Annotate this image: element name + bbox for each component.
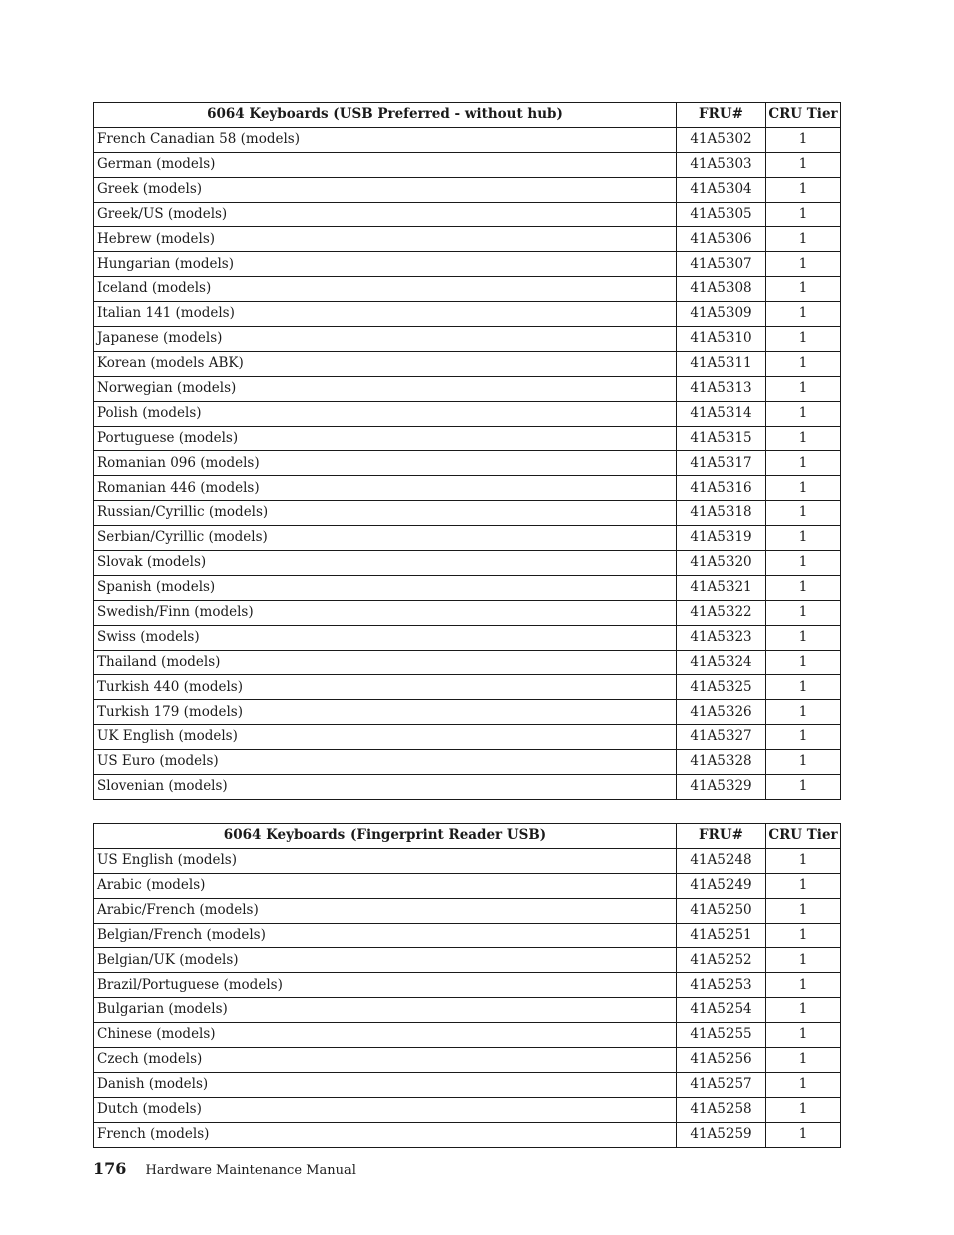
cell-description: Iceland (models) <box>94 277 677 302</box>
cell-fru-number: 41A5325 <box>677 675 766 700</box>
cell-cru-tier: 1 <box>766 750 841 775</box>
cell-fru-number: 41A5323 <box>677 625 766 650</box>
cell-fru-number: 41A5324 <box>677 650 766 675</box>
table-row <box>94 227 841 252</box>
cell-fru-number: 41A5309 <box>677 302 766 327</box>
cell-fru-number: 41A5318 <box>677 501 766 526</box>
table-row <box>94 1097 841 1122</box>
cell-fru-number: 41A5252 <box>677 948 766 973</box>
table-row <box>94 401 841 426</box>
cell-description: Belgian/French (models) <box>94 923 677 948</box>
cell-fru-number: 41A5319 <box>677 526 766 551</box>
table-row <box>94 948 841 973</box>
table-row <box>94 775 841 800</box>
fru-table-usb-preferred <box>93 102 841 800</box>
table-row <box>94 1122 841 1147</box>
table-row <box>94 650 841 675</box>
table-row <box>94 750 841 775</box>
column-header-description: 6064 Keyboards (Fingerprint Reader USB) <box>94 824 677 849</box>
cell-cru-tier: 1 <box>766 202 841 227</box>
table-body <box>94 127 841 799</box>
cell-cru-tier: 1 <box>766 152 841 177</box>
cell-fru-number: 41A5259 <box>677 1122 766 1147</box>
cell-description: Bulgarian (models) <box>94 998 677 1023</box>
table-row <box>94 426 841 451</box>
table-row <box>94 376 841 401</box>
cell-description: French Canadian 58 (models) <box>94 127 677 152</box>
cell-cru-tier: 1 <box>766 873 841 898</box>
cell-fru-number: 41A5306 <box>677 227 766 252</box>
cell-fru-number: 41A5257 <box>677 1072 766 1097</box>
cell-fru-number: 41A5307 <box>677 252 766 277</box>
cell-cru-tier: 1 <box>766 376 841 401</box>
table-row <box>94 575 841 600</box>
table-row <box>94 526 841 551</box>
cell-fru-number: 41A5250 <box>677 898 766 923</box>
column-header-description: 6064 Keyboards (USB Preferred - without hub) <box>94 103 677 128</box>
table-row <box>94 973 841 998</box>
cell-cru-tier: 1 <box>766 501 841 526</box>
table-row <box>94 127 841 152</box>
cell-fru-number: 41A5308 <box>677 277 766 302</box>
cell-description: Dutch (models) <box>94 1097 677 1122</box>
cell-fru-number: 41A5326 <box>677 700 766 725</box>
cell-description: Greek (models) <box>94 177 677 202</box>
cell-cru-tier: 1 <box>766 1048 841 1073</box>
cell-fru-number: 41A5251 <box>677 923 766 948</box>
cell-description: Slovenian (models) <box>94 775 677 800</box>
table-row <box>94 451 841 476</box>
cell-description: Japanese (models) <box>94 327 677 352</box>
cell-description: Polish (models) <box>94 401 677 426</box>
cell-description: French (models) <box>94 1122 677 1147</box>
cell-description: Italian 141 (models) <box>94 302 677 327</box>
cell-cru-tier: 1 <box>766 252 841 277</box>
cell-fru-number: 41A5258 <box>677 1097 766 1122</box>
cell-description: Korean (models ABK) <box>94 351 677 376</box>
cell-cru-tier: 1 <box>766 700 841 725</box>
cell-description: Belgian/UK (models) <box>94 948 677 973</box>
manual-title: Hardware Maintenance Manual <box>145 1163 356 1178</box>
table-row <box>94 202 841 227</box>
cell-fru-number: 41A5322 <box>677 600 766 625</box>
cell-cru-tier: 1 <box>766 650 841 675</box>
cell-cru-tier: 1 <box>766 725 841 750</box>
cell-cru-tier: 1 <box>766 277 841 302</box>
cell-fru-number: 41A5328 <box>677 750 766 775</box>
cell-cru-tier: 1 <box>766 1023 841 1048</box>
cell-description: Turkish 179 (models) <box>94 700 677 725</box>
cell-fru-number: 41A5313 <box>677 376 766 401</box>
cell-description: Brazil/Portuguese (models) <box>94 973 677 998</box>
table-row <box>94 327 841 352</box>
cell-description: Turkish 440 (models) <box>94 675 677 700</box>
cell-description: Swedish/Finn (models) <box>94 600 677 625</box>
cell-description: US English (models) <box>94 848 677 873</box>
cell-description: Czech (models) <box>94 1048 677 1073</box>
cell-fru-number: 41A5315 <box>677 426 766 451</box>
cell-cru-tier: 1 <box>766 476 841 501</box>
table-row <box>94 177 841 202</box>
cell-cru-tier: 1 <box>766 526 841 551</box>
cell-fru-number: 41A5314 <box>677 401 766 426</box>
cell-fru-number: 41A5302 <box>677 127 766 152</box>
cell-cru-tier: 1 <box>766 973 841 998</box>
cell-cru-tier: 1 <box>766 575 841 600</box>
cell-cru-tier: 1 <box>766 998 841 1023</box>
cell-description: Norwegian (models) <box>94 376 677 401</box>
cell-fru-number: 41A5316 <box>677 476 766 501</box>
cell-fru-number: 41A5254 <box>677 998 766 1023</box>
table-row <box>94 675 841 700</box>
table-row <box>94 277 841 302</box>
page-number: 176 <box>93 1159 127 1178</box>
cell-cru-tier: 1 <box>766 1097 841 1122</box>
cell-description: Slovak (models) <box>94 551 677 576</box>
cell-cru-tier: 1 <box>766 327 841 352</box>
cell-cru-tier: 1 <box>766 923 841 948</box>
cell-fru-number: 41A5255 <box>677 1023 766 1048</box>
cell-description: Arabic/French (models) <box>94 898 677 923</box>
table-row <box>94 600 841 625</box>
cell-description: Chinese (models) <box>94 1023 677 1048</box>
cell-description: UK English (models) <box>94 725 677 750</box>
cell-fru-number: 41A5303 <box>677 152 766 177</box>
cell-description: Thailand (models) <box>94 650 677 675</box>
cell-cru-tier: 1 <box>766 177 841 202</box>
cell-cru-tier: 1 <box>766 401 841 426</box>
cell-cru-tier: 1 <box>766 948 841 973</box>
cell-cru-tier: 1 <box>766 775 841 800</box>
cell-fru-number: 41A5253 <box>677 973 766 998</box>
cell-cru-tier: 1 <box>766 848 841 873</box>
cell-fru-number: 41A5305 <box>677 202 766 227</box>
cell-description: Serbian/Cyrillic (models) <box>94 526 677 551</box>
table-row <box>94 501 841 526</box>
cell-description: Danish (models) <box>94 1072 677 1097</box>
cell-description: Spanish (models) <box>94 575 677 600</box>
cell-fru-number: 41A5321 <box>677 575 766 600</box>
cell-fru-number: 41A5256 <box>677 1048 766 1073</box>
column-header-fru: FRU# <box>677 824 766 849</box>
page-footer <box>93 1159 356 1178</box>
cell-description: US Euro (models) <box>94 750 677 775</box>
cell-fru-number: 41A5248 <box>677 848 766 873</box>
fru-table-fingerprint-reader <box>93 823 841 1148</box>
cell-description: German (models) <box>94 152 677 177</box>
table-row <box>94 923 841 948</box>
cell-description: Greek/US (models) <box>94 202 677 227</box>
cell-description: Arabic (models) <box>94 873 677 898</box>
cell-description: Hebrew (models) <box>94 227 677 252</box>
cell-cru-tier: 1 <box>766 227 841 252</box>
cell-description: Romanian 096 (models) <box>94 451 677 476</box>
table-row <box>94 252 841 277</box>
table-row <box>94 551 841 576</box>
cell-fru-number: 41A5310 <box>677 327 766 352</box>
column-header-cru-tier: CRU Tier <box>766 103 841 128</box>
cell-cru-tier: 1 <box>766 426 841 451</box>
cell-description: Romanian 446 (models) <box>94 476 677 501</box>
table-row <box>94 848 841 873</box>
cell-fru-number: 41A5304 <box>677 177 766 202</box>
cell-fru-number: 41A5320 <box>677 551 766 576</box>
cell-description: Swiss (models) <box>94 625 677 650</box>
cell-cru-tier: 1 <box>766 1122 841 1147</box>
table-row <box>94 998 841 1023</box>
cell-cru-tier: 1 <box>766 451 841 476</box>
cell-fru-number: 41A5317 <box>677 451 766 476</box>
cell-cru-tier: 1 <box>766 898 841 923</box>
table-row <box>94 873 841 898</box>
cell-cru-tier: 1 <box>766 675 841 700</box>
table-header-row <box>94 824 841 849</box>
table-row <box>94 152 841 177</box>
table-row <box>94 1048 841 1073</box>
cell-description: Hungarian (models) <box>94 252 677 277</box>
cell-fru-number: 41A5311 <box>677 351 766 376</box>
table-row <box>94 1023 841 1048</box>
cell-fru-number: 41A5329 <box>677 775 766 800</box>
table-row <box>94 351 841 376</box>
cell-cru-tier: 1 <box>766 625 841 650</box>
table-row <box>94 625 841 650</box>
cell-fru-number: 41A5327 <box>677 725 766 750</box>
cell-cru-tier: 1 <box>766 600 841 625</box>
table-row <box>94 725 841 750</box>
cell-cru-tier: 1 <box>766 1072 841 1097</box>
cell-fru-number: 41A5249 <box>677 873 766 898</box>
table-row <box>94 476 841 501</box>
table-body <box>94 848 841 1147</box>
cell-cru-tier: 1 <box>766 351 841 376</box>
column-header-fru: FRU# <box>677 103 766 128</box>
table-header-row <box>94 103 841 128</box>
table-row <box>94 1072 841 1097</box>
table-row <box>94 898 841 923</box>
table-row <box>94 302 841 327</box>
cell-cru-tier: 1 <box>766 551 841 576</box>
cell-description: Russian/Cyrillic (models) <box>94 501 677 526</box>
cell-description: Portuguese (models) <box>94 426 677 451</box>
column-header-cru-tier: CRU Tier <box>766 824 841 849</box>
cell-cru-tier: 1 <box>766 127 841 152</box>
table-row <box>94 700 841 725</box>
cell-cru-tier: 1 <box>766 302 841 327</box>
